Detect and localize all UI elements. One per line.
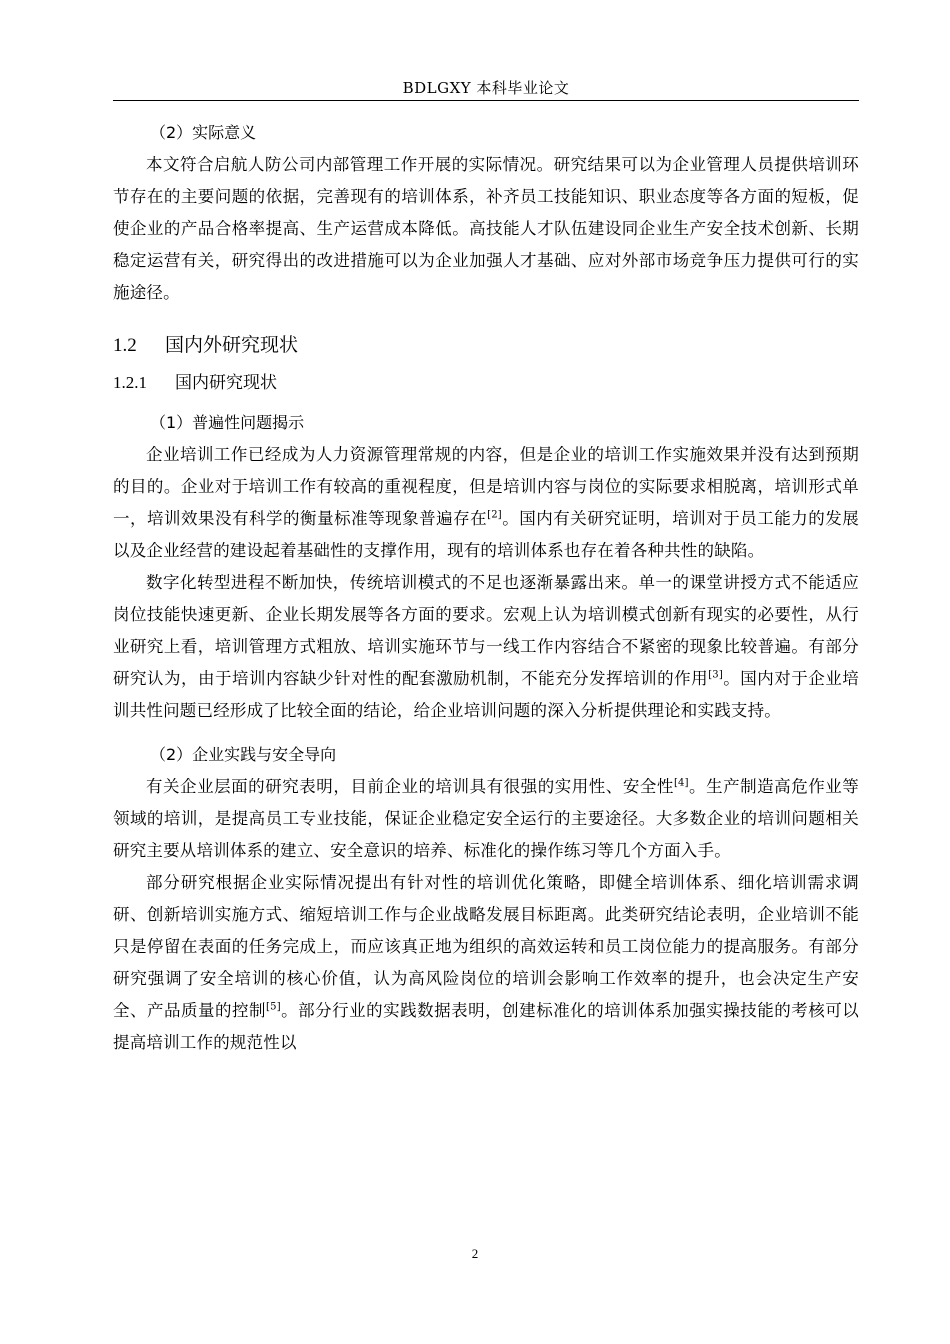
section-number: 1.2.1 [113,373,147,392]
citation-ref[interactable]: [2] [487,509,502,521]
subsection-heading-general-problems: （1）普遍性问题揭示 [150,413,305,432]
paragraph-practical-significance: 本文符合启航人防公司内部管理工作开展的实际情况。研究结果可以为企业管理人员提供培训环节存在的主要问题的依据，完善现有的培训体系，补齐员工技能知识、职业态度等各方面的短板，促使企业的产品合格率提高、生产运营成本降低。高技能人才队伍建设同企业生产安全技术创新、长期稳定运营有关，研究得出的改进措施可以为企业加强人才基础、应对外部市场竞争压力提供可行的实施途径。 [113,155,859,302]
section-heading-1-2-1 [113,367,859,399]
section-heading-1-2 [113,328,859,362]
section-number: 1.2 [113,335,137,356]
citation-ref[interactable]: [4] [673,777,689,789]
paragraph-digital-transformation: 数字化转型进程不断加快，传统培训模式的不足也逐渐暴露出来。单一的课堂讲授方式不能适应岗位技能快速更新、企业长期发展等各方面的要求。宏观上认为培训模式创新有现实的必要性，从行业研究上看，培训管理方式粗放、培训实施环节与一线工作内容结合不紧密的现象比较普遍。有部分研究认为，由于培训内容缺少针对性的配套激励机制，不能充分发挥培训的作用[3]。国内对于企业培训共性问题已经形成了比较全面的结论，给企业培训问题的深入分析提供理论和实践支持。 [113,573,859,720]
subsection-heading-enterprise-practice: （2）企业实践与安全导向 [150,745,337,764]
citation-ref[interactable]: [3] [708,669,723,681]
subsection-heading-practical-significance: （2）实际意义 [150,123,257,142]
paragraph-training-problems: 企业培训工作已经成为人力资源管理常规的内容，但是企业的培训工作实施效果并没有达到预期的目的。企业对于培训工作有较高的重视程度，但是培训内容与岗位的实际要求相脱离，培训形式单一，培训效果没有科学的衡量标准等现象普遍存在[2]。国内有关研究证明，培训对于员工能力的发展以及企业经营的建设起着基础性的支撑作用，现有的培训体系也存在着各种共性的缺陷。 [113,445,860,560]
header-rule [113,100,859,101]
section-title: 国内研究现状 [175,373,277,393]
running-header: BDLGXY 本科毕业论文 [402,79,570,97]
page-number: 2 [471,1246,479,1261]
page-body [113,117,859,1059]
paragraph-enterprise-research: 有关企业层面的研究表明，目前企业的培训具有很强的实用性、安全性[4]。生产制造高危作业等领域的培训，是提高员工专业技能，保证企业稳定安全运行的主要途径。大多数企业的培训问题相关研究主要从培训体系的建立、安全意识的培养、标准化的操作练习等几个方面入手。 [113,777,860,860]
paragraph-optimization-strategies: 部分研究根据企业实际情况提出有针对性的培训优化策略，即健全培训体系、细化培训需求调研、创新培训实施方式、缩短培训工作与企业战略发展目标距离。此类研究结论表明，企业培训不能只是停留在表面的任务完成上，而应该真正地为组织的高效运转和员工岗位能力的提高服务。有部分研究强调了安全培训的核心价值，认为高风险岗位的培训会影响工作效率的提升，也会决定生产安全、产品质量的控制[5]。部分行业的实践数据表明，创建标准化的培训体系加强实操技能的考核可以提高培训工作的规范性以 [113,873,859,1052]
section-title: 国内外研究现状 [165,334,299,356]
citation-ref[interactable]: [5] [266,1001,281,1013]
